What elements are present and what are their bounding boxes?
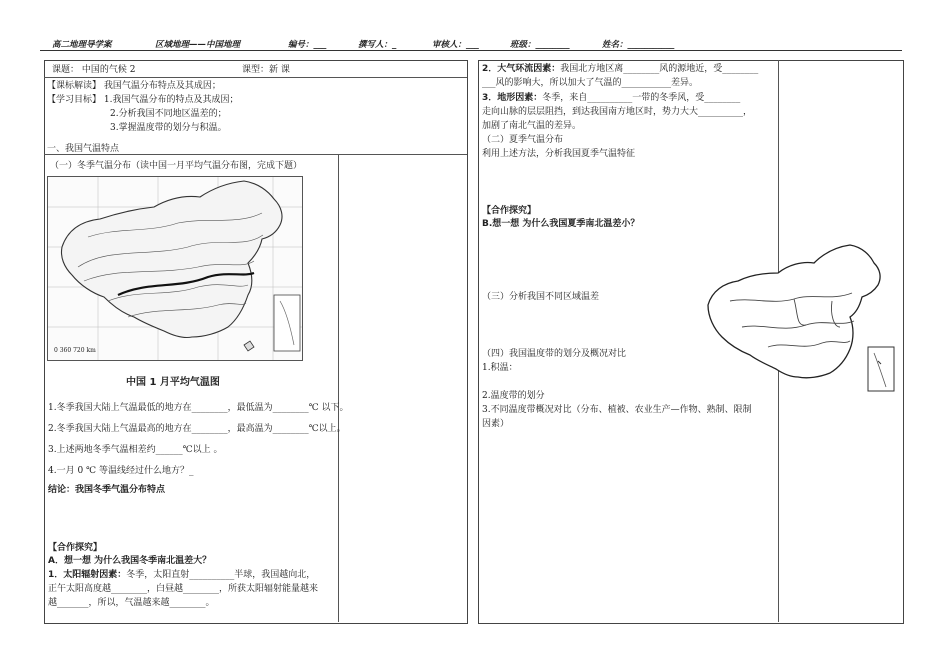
factor-1-label: 1．太阳辐射因素： <box>48 570 127 580</box>
header-course: 高二地理导学案 <box>52 40 112 50</box>
header-unit: 区域地理——中国地理 <box>155 40 241 50</box>
question-2: 2.冬季我国大陆上气温最高的地方在________，最高温为________℃以上。 <box>48 424 346 434</box>
factor-3-line-1 <box>482 92 740 104</box>
header-writer: 撰写人：_ <box>358 40 397 50</box>
standard: 【课标解读】 我国气温分布特点及其成因； <box>47 81 221 91</box>
question-1: 1.冬季我国大陆上气温最低的地方在________，最低温为________℃ 以下。 <box>48 403 349 413</box>
subsection-summer: （二）夏季气温分布 <box>482 135 564 145</box>
point-3-line-2: 因素） <box>482 419 510 429</box>
factor-1-text: 冬季，太阳直射__________半球，我国越向北， <box>126 570 316 580</box>
factor-3-line-3: 加剧了南北气温的差异。 <box>482 121 582 131</box>
map-scale: 0 360 720 km <box>54 347 96 354</box>
factor-2-label: 2．大气环流因素： <box>482 64 561 74</box>
left-note-column <box>338 154 339 622</box>
question-4: 4.一月 0 ℃ 等温线经过什么地方？_ <box>48 466 194 476</box>
factor-3-line-2: 走向山脉的层层阻挡，到达我国南方地区时，势力大大__________， <box>482 107 753 117</box>
left-topic-rule <box>44 77 467 78</box>
cooperative-heading-b: 【合作探究】 <box>482 206 537 216</box>
subsection-winter: （一）冬季气温分布（读中国一月平均气温分布图，完成下题） <box>50 161 303 171</box>
header-number: 编号：___ <box>288 40 327 50</box>
goal-1: 【学习目标】 1.我国气温分布的特点及其成因； <box>47 95 239 105</box>
header-reviewer: 审核人：___ <box>432 40 479 50</box>
china-map-outline-2 <box>702 243 899 395</box>
factor-3-label: 3．地形因素： <box>482 93 543 103</box>
point-1: 1.积温： <box>482 363 518 373</box>
map-caption: 中国 1 月平均气温图 <box>126 377 220 388</box>
header-name: 姓名：___________ <box>602 40 675 50</box>
subsection-zones: （四）我国温度带的划分及概况对比 <box>482 349 627 359</box>
factor-2-line-2: ___风的影响大，所以加大了气温的___________差异。 <box>482 78 699 88</box>
conclusion: 结论：我国冬季气温分布特点 <box>48 485 166 495</box>
point-2: 2.温度带的划分 <box>482 391 545 401</box>
factor-3-text: 冬季，来自__________一带的冬季风，受________ <box>542 93 741 103</box>
factor-2-line-1 <box>482 63 758 75</box>
china-region-map <box>702 243 899 395</box>
goal-2: 2.分析我国不同地区温差的； <box>110 109 227 119</box>
summer-prompt: 利用上述方法，分析我国夏季气温特征 <box>482 149 636 159</box>
section-title: 一、我国气温特点 <box>47 144 120 154</box>
question-3: 3.上述两地冬季气温相差约______℃以上 。 <box>48 445 223 455</box>
question-b: B.想一想 为什么我国夏季南北温差小？ <box>482 219 640 229</box>
question-a: A．想一想 为什么我国冬季南北温差大？ <box>48 556 212 566</box>
china-map-outline-1 <box>48 177 302 360</box>
january-temperature-map <box>47 176 303 361</box>
factor-1-line-3: 越_______，所以，气温越来越________。 <box>48 598 215 608</box>
subsection-regional: （三）分析我国不同区域温差 <box>482 292 600 302</box>
cooperative-heading-a: 【合作探究】 <box>48 543 103 553</box>
lesson-type: 课型：新 课 <box>242 65 290 75</box>
point-3-line-1: 3.不同温度带概况对比（分布、植被、农业生产—作物、熟制、限制 <box>482 405 752 415</box>
header-class: 班级：________ <box>510 40 570 50</box>
topic: 课题： 中国的气候 2 <box>52 65 136 75</box>
factor-2-text: 我国北方地区离________风的源地近，受________ <box>560 64 759 74</box>
factor-1-line-2: 正午太阳高度越________，白昼越________，所获太阳辐射能量越来 <box>48 584 319 594</box>
goal-3: 3.掌握温度带的划分与积温。 <box>110 123 227 133</box>
factor-1-line-1 <box>48 569 315 581</box>
header-rule <box>40 50 902 51</box>
